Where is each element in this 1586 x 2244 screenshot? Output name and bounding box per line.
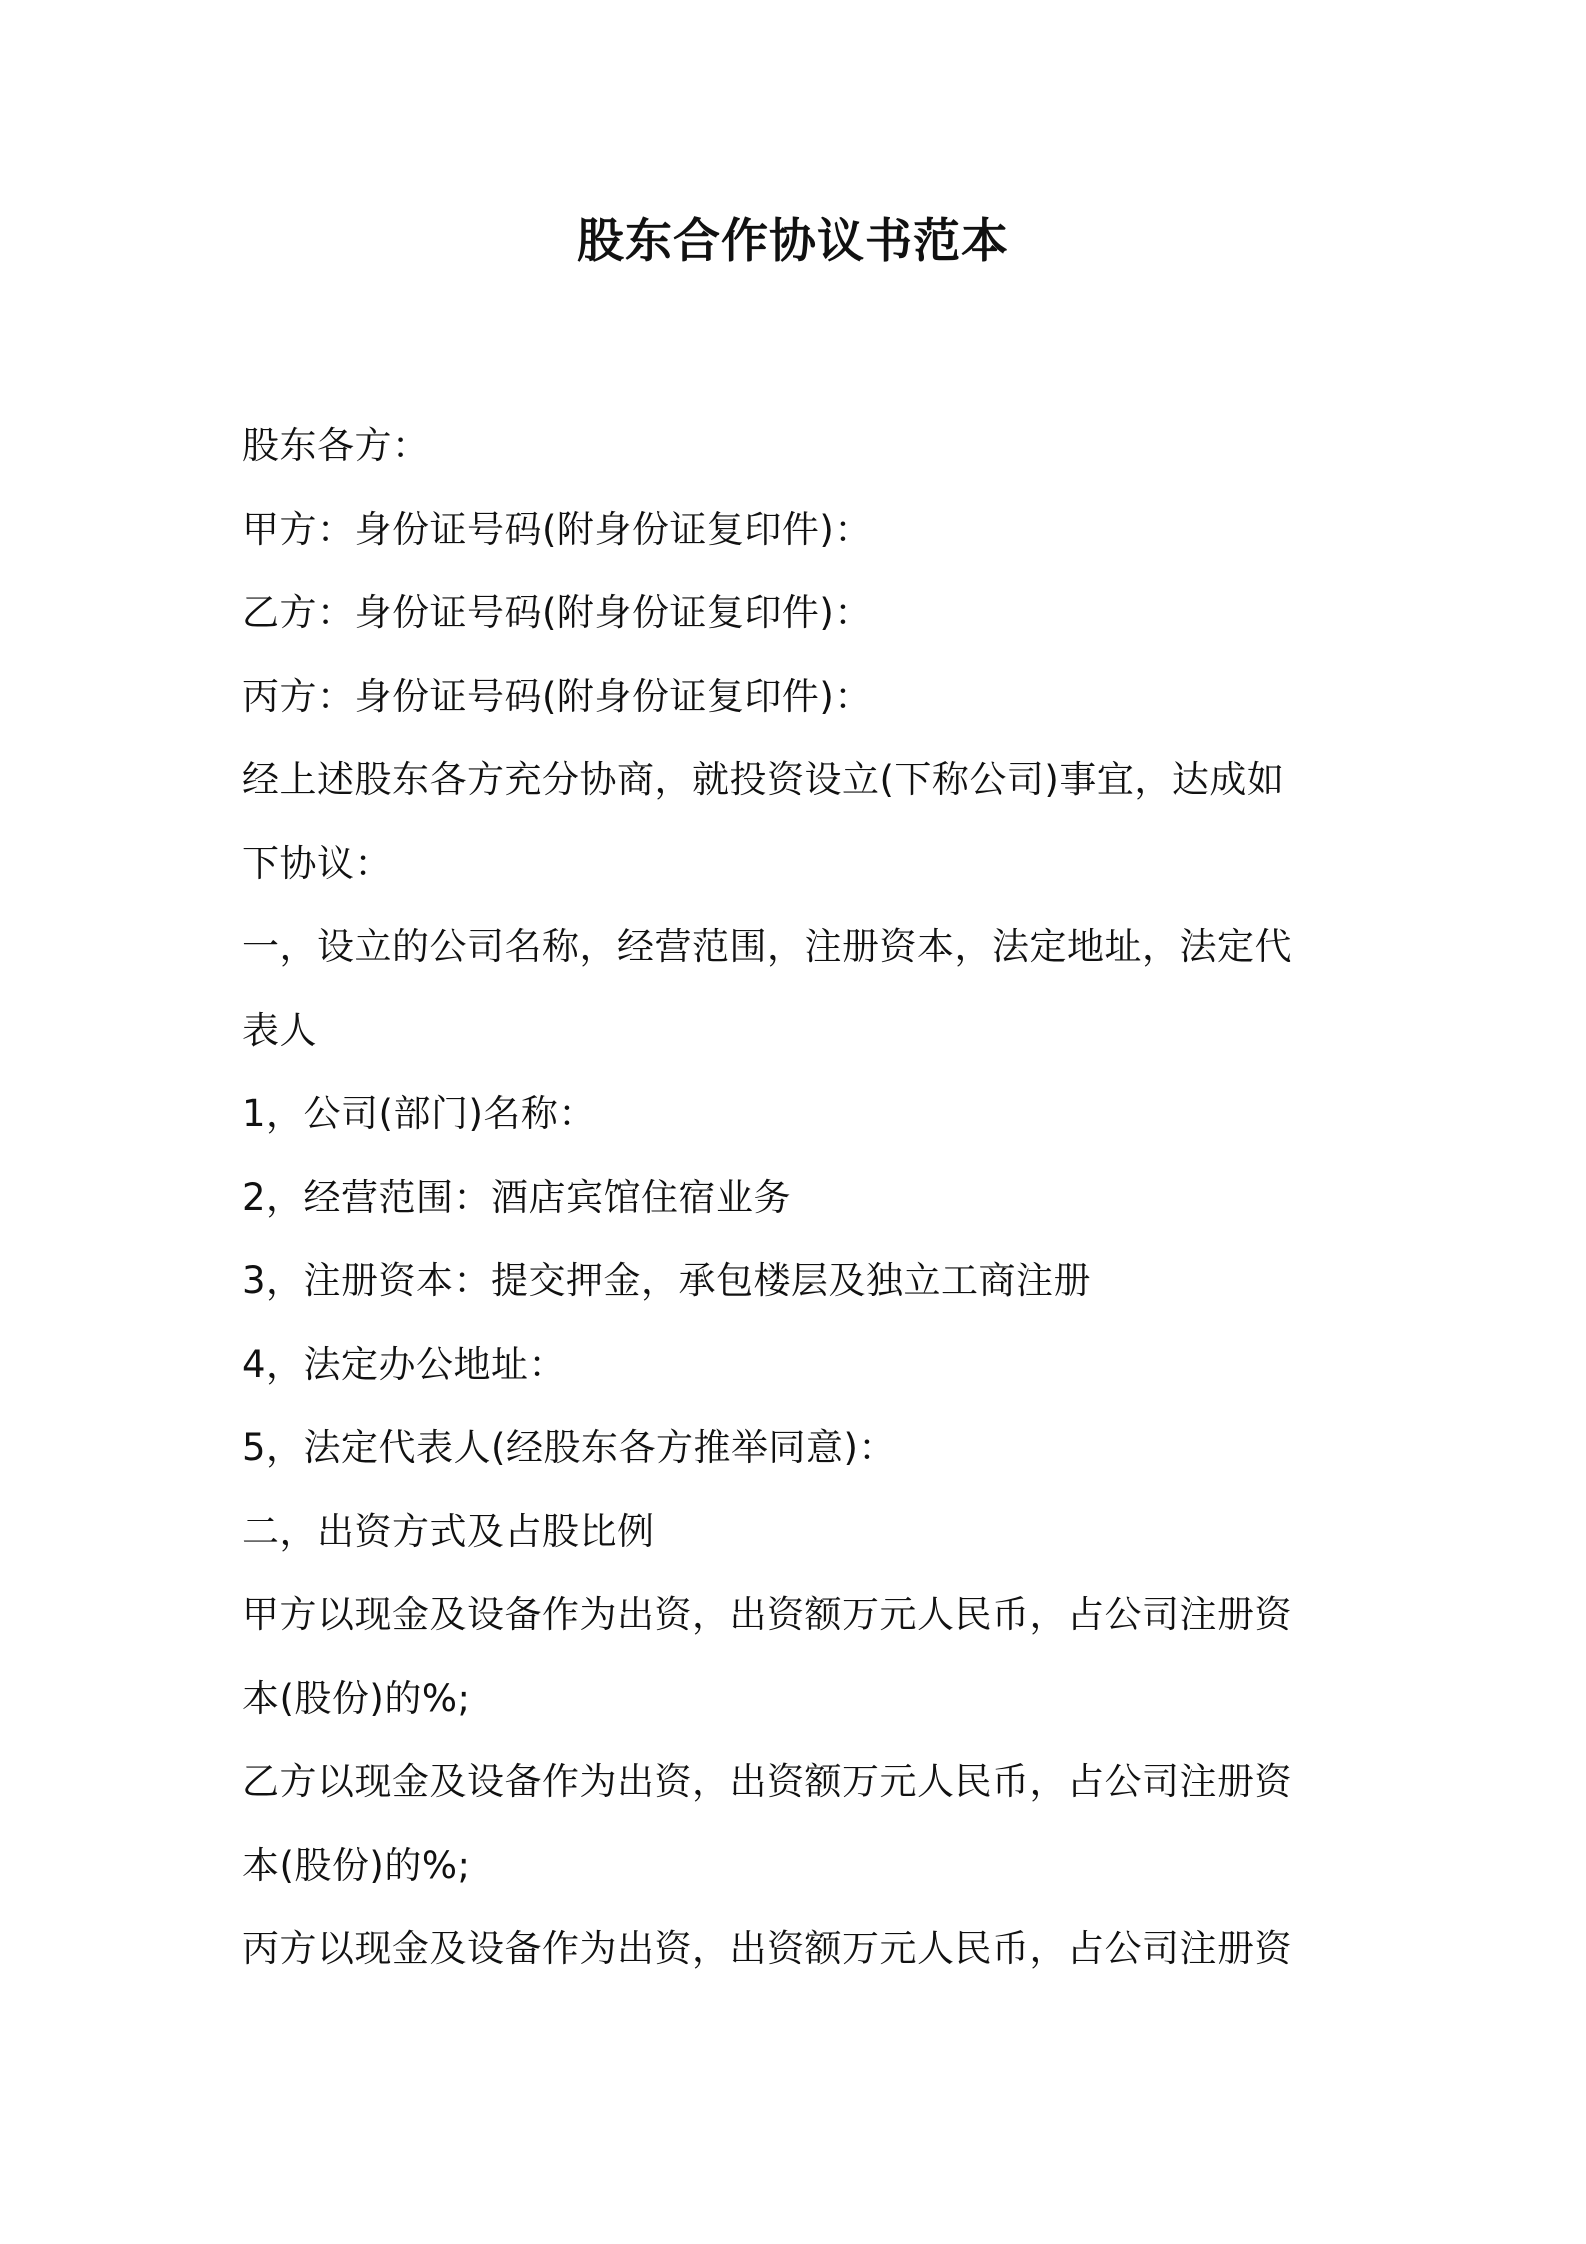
clause-legal-representative: 5，法定代表人(经股东各方推举同意)：: [242, 1426, 896, 1469]
party-b-contribution-line-2: 本(股份)的%;: [242, 1843, 471, 1887]
preamble-line-1: 经上述股东各方充分协商，就投资设立(下称公司)事宜，达成如: [242, 758, 1285, 801]
clause-registered-capital: 3，注册资本：提交押金，承包楼层及独立工商注册: [242, 1259, 1092, 1302]
document-body: [242, 404, 1362, 1991]
party-c-contribution-line-1: 丙方以现金及设备作为出资，出资额万元人民币，占公司注册资: [242, 1927, 1292, 1970]
clause-business-scope: 2，经营范围：酒店宾馆住宿业务: [242, 1175, 792, 1219]
section-two-heading: 二，出资方式及占股比例: [242, 1509, 655, 1553]
party-a-contribution-line-1: 甲方以现金及设备作为出资，出资额万元人民币，占公司注册资: [242, 1593, 1292, 1636]
document-title: 股东合作协议书范本: [577, 214, 1009, 269]
section-one-heading-line-1: 一，设立的公司名称，经营范围，注册资本，法定地址，法定代: [242, 925, 1292, 968]
section-one-heading-line-2: 表人: [242, 1008, 317, 1052]
preamble-line-2: 下协议：: [242, 841, 392, 885]
parties-heading: 股东各方：: [242, 424, 430, 467]
party-b-line: 乙方：身份证号码(附身份证复印件)：: [242, 591, 872, 634]
party-a-line: 甲方：身份证号码(附身份证复印件)：: [242, 507, 872, 551]
party-c-line: 丙方：身份证号码(附身份证复印件)：: [242, 674, 872, 718]
clause-company-name: 1，公司(部门)名称：: [242, 1092, 596, 1135]
party-a-contribution-line-2: 本(股份)的%;: [242, 1676, 471, 1720]
clause-office-address: 4，法定办公地址：: [242, 1342, 567, 1386]
party-b-contribution-line-1: 乙方以现金及设备作为出资，出资额万元人民币，占公司注册资: [242, 1760, 1292, 1803]
